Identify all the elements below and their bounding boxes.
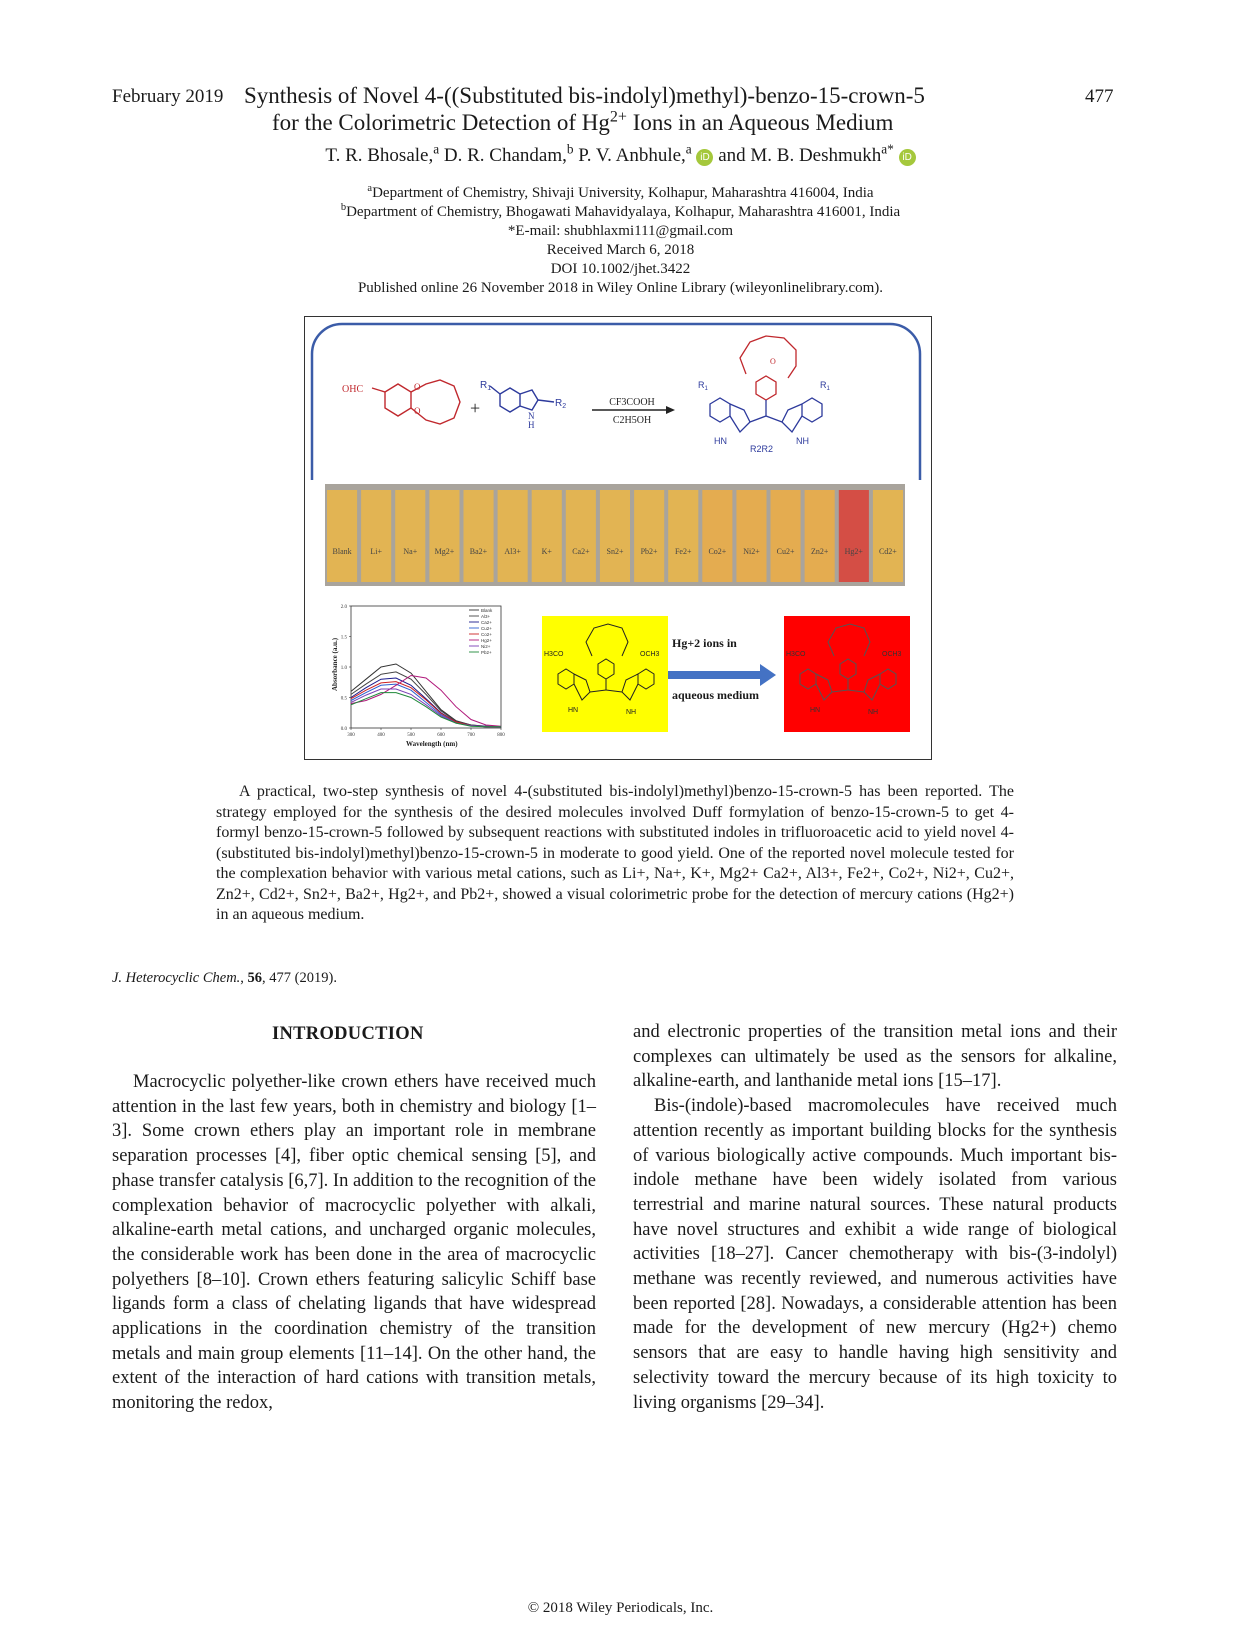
chart-lines [351, 664, 501, 727]
aldehyde-label: OHC [342, 384, 364, 395]
nh-label: NH [796, 436, 809, 446]
x-tick-label: 600 [437, 733, 445, 738]
arrow-text-line2: aqueous medium [672, 688, 760, 702]
orcid-icon[interactable]: iD [899, 149, 916, 166]
chart-legend [469, 608, 493, 655]
legend-label: Ca2+ [481, 619, 492, 625]
legend-label: Pb2+ [481, 649, 492, 655]
abstract-text: A practical, two-step synthesis of novel 4-(substituted bis-indolyl)methyl)benzo-15-crown-5 has been reported. The strategy employed for the synthesis of the desired molecules involved Duff formylation of benzo-15-crown-5 to get 4-formyl benzo-15-crown-5 followed by subsequent reactions with substituted indoles in trifluoroacetic acid to yield novel 4-(substituted bis-indolyl)methyl)benzo-15-crown-5 in moderate to good yield. One of the reported novel molecule tested for the complexation behavior with various metal cations, such as Li+, Na+, K+, Mg2+ Ca2+, Al3+, Fe2+, Co2+, Ni2+, Cu2+, Zn2+, Cd2+, Sn2+, Ba2+, Hg2+, and Pb2+, showed a visual colorimetric probe for the detection of mercury cations (Hg2+) in an aqueous medium. [216, 783, 1014, 923]
vial [566, 490, 596, 582]
probe-nh-label: NH [626, 709, 637, 716]
doi[interactable]: DOI 10.1002/jhet.3422 [550, 261, 691, 277]
vial-label: Co2+ [708, 547, 727, 556]
affiliation-text: Department of Chemistry, Shivaji University, Kolhapur, Maharashtra 416004, India [372, 185, 874, 201]
legend-label: Blank [481, 607, 493, 613]
r1-label: $R_1$ [480, 380, 492, 392]
author-affil-sup: a [685, 141, 692, 157]
affiliation-sup: b [340, 202, 347, 213]
citation: J. Heterocyclic Chem., 56, 477 (2019). [112, 970, 337, 986]
citation-volume: 56 [247, 970, 263, 986]
vial-label: Blank [332, 547, 352, 556]
page-number: 477 [1085, 86, 1114, 107]
intro-paragraph-2: and electronic properties of the transition metal ions and their complexes can ultimately be used as the sensors for alkaline, alkaline-earth, and lanthanide metal ions [15–17]. [633, 1022, 1117, 1092]
x-tick-label: 500 [407, 733, 415, 738]
series-line-cu2 [351, 684, 501, 727]
complex-nh-label: NH [868, 709, 879, 716]
received-date: Received March 6, 2018 [546, 242, 695, 258]
title-line-2-sup: 2+ [609, 108, 627, 126]
probe-structure [542, 616, 668, 732]
author-anbhule[interactable]: P. V. Anbhule, [578, 145, 686, 166]
vial [429, 490, 459, 582]
vial-label: Al3+ [504, 547, 521, 556]
legend-label: Ni2+ [481, 643, 491, 649]
published-online: Published online 26 November 2018 in Wiley Online Library (wileyonlinelibrary.com). [357, 280, 884, 296]
affiliation-b [0, 204, 1241, 221]
citation-rest: , 477 (2019). [262, 970, 337, 986]
vial [395, 490, 425, 582]
reaction-scheme [310, 322, 922, 480]
vial-label: Ca2+ [572, 547, 590, 556]
y-tick-label: 0.5 [340, 696, 347, 702]
probe-yellow-box [542, 616, 668, 732]
intro-paragraph-1: Macrocyclic polyether-like crown ethers have received much attention in the last few years, both in chemistry and biology [1–3]. Some crown ethers play an important role in membrane separation processes [4], fiber optic chemical sensing [5], and phase transfer catalysis [6,7]. In addition to the recognition of the complexation behavior of macrocyclic polyether with alkali, alkaline-earth metal cations, and uncharged organic molecules, the considerable work has been done in the area of macrocyclic polyethers [8–10]. Crown ethers featuring salicylic Schiff base ligands form a class of chelating ligands that have widespread applications in the coordination chemistry of the transition metals and main group elements [11–14]. On the other hand, the extent of the interaction of hard cations with transition metals, monitoring the redox, [112, 1072, 596, 1414]
vial-label: Sn2+ [606, 547, 624, 556]
vial [873, 490, 903, 582]
author-bhosale[interactable]: T. R. Bhosale, [325, 145, 434, 166]
vial-label: Cd2+ [878, 547, 897, 556]
vial-label: Na+ [403, 547, 418, 556]
probe-crown [558, 624, 654, 700]
orcid-icon[interactable]: iD [696, 149, 713, 166]
reagent-top: CF3COOH [609, 397, 655, 408]
author-affil-sup: b [566, 141, 574, 157]
vials-photo [325, 484, 905, 586]
chart-x-label: Wavelength (nm) [406, 740, 458, 748]
x-tick-label: 800 [497, 733, 505, 738]
introduction-right-column [633, 1020, 1117, 1415]
indole-structure [490, 386, 554, 412]
title-line-2-text: for the Colorimetric Detection of Hg [272, 110, 610, 135]
vial [702, 490, 732, 582]
title-line-1: Synthesis of Novel 4-((Substituted bis-indolyl)methyl)-benzo-15-crown-5 [244, 83, 925, 108]
vial-label: Mg2+ [434, 547, 455, 556]
y-tick-label: 1.0 [340, 666, 347, 671]
x-tick-label: 300 [347, 733, 355, 738]
complex-structure [784, 616, 910, 732]
legend-label: Al3+ [481, 613, 491, 619]
complex-red-box [784, 616, 910, 732]
vial [634, 490, 664, 582]
indole-n-label: N [528, 411, 535, 421]
r2-label: $R_2$ [555, 398, 567, 410]
vial-label: Ba2+ [469, 547, 488, 556]
complex-left-label: H3CO [786, 651, 806, 658]
reagent-bottom: C2H5OH [612, 415, 652, 426]
affiliation-a [0, 185, 1241, 202]
hn-label: HN [714, 436, 727, 446]
chart-plot-area [351, 606, 501, 728]
vial [498, 490, 528, 582]
vial-label: Zn2+ [810, 547, 829, 556]
introduction-left-column [112, 1070, 596, 1416]
legend-label: Hg2+ [481, 637, 492, 643]
y-tick-label: 2.0 [340, 605, 347, 610]
r2r2-label: R2R2 [750, 444, 774, 454]
vial [361, 490, 391, 582]
vial [805, 490, 835, 582]
legend-label: Co2+ [481, 631, 492, 637]
vial-label: Hg2+ [844, 547, 863, 556]
oxygen-label: O [414, 406, 421, 416]
product-crown [740, 336, 796, 400]
affiliation-text: Department of Chemistry, Bhogawati Mahavidyalaya, Kolhapur, Maharashtra 416001, India [346, 204, 901, 220]
complex-crown [800, 624, 896, 700]
vials-svg [325, 484, 905, 586]
vial-label: Fe2+ [674, 547, 692, 556]
author-list [0, 141, 1241, 167]
oxygen-label: O [770, 357, 776, 366]
author-affil-sup: a* [881, 141, 894, 157]
complex-hn-label: HN [810, 707, 821, 714]
r1-label: $R_1$ [698, 380, 708, 392]
reaction-arrow-head [666, 406, 675, 414]
header-date: February 2019 [112, 86, 224, 107]
probe-left-label: H3CO [544, 651, 564, 658]
author-chandam[interactable]: D. R. Chandam, [443, 145, 567, 166]
r1-label: $R_1$ [820, 380, 830, 392]
arrow-text-line1: Hg+2 ions in [672, 636, 737, 650]
vial-label: Pb2+ [640, 547, 658, 556]
y-tick-label: 1.5 [340, 635, 347, 641]
copyright-footer: © 2018 Wiley Periodicals, Inc. [527, 1600, 714, 1616]
author-deshmukh[interactable]: and M. B. Deshmukh [718, 145, 882, 166]
absorbance-chart [329, 600, 529, 756]
blue-arrow-icon [668, 664, 776, 686]
vial-label: K+ [541, 547, 552, 556]
vial [532, 490, 562, 582]
plus-sign: + [470, 398, 481, 418]
complex-right-label: OCH3 [882, 651, 902, 658]
title-line-2 [244, 109, 1004, 136]
vial-label: Li+ [370, 547, 383, 556]
intro-paragraph-3: Bis-(indole)-based macromolecules have received much attention recently as important building blocks for the synthesis of various biologically active compounds. Much important bis-indole methane have been widely isolated from various terrestrial and marine natural sources. These natural products have novel structures and exhibit a wide range of biological activities [18–27]. Cancer chemotherapy with bis-(3-indolyl) methane was recently reviewed, and numerous activities have been reported [28]. Nowadays, a considerable attention has been made for the development of new mercury (Hg2+) chemo sensors that are easy to handle having high sensitivity and selectivity toward the mercury because of its high toxicity to living organisms [29–34]. [633, 1096, 1117, 1413]
abstract [216, 782, 1014, 926]
vial [736, 490, 766, 582]
legend-label: Cu2+ [481, 625, 492, 631]
citation-journal: J. Heterocyclic Chem. [112, 970, 241, 986]
x-tick-label: 400 [377, 733, 385, 738]
affiliation-sup: a [367, 183, 373, 194]
article-title [244, 82, 1004, 136]
title-line-2-post: Ions in an Aqueous Medium [627, 110, 894, 135]
x-tick-label: 700 [467, 733, 475, 738]
oxygen-label: O [414, 382, 421, 392]
chart-y-label: Absorbance (a.u.) [331, 637, 339, 691]
vial [600, 490, 630, 582]
vial [771, 490, 801, 582]
vial-label: Ni2+ [743, 547, 760, 556]
vial [839, 490, 869, 582]
vial [668, 490, 698, 582]
probe-right-label: OCH3 [640, 651, 660, 658]
author-affil-sup: a [433, 141, 440, 157]
y-tick-label: 0.0 [340, 727, 347, 732]
vial-label: Cu2+ [776, 547, 795, 556]
product-indoles [710, 398, 822, 432]
introduction-heading: INTRODUCTION [272, 1024, 424, 1044]
vial [464, 490, 494, 582]
indole-h-label: H [528, 420, 535, 430]
probe-hn-label: HN [568, 707, 579, 714]
email[interactable]: *E-mail: shubhlaxmi111@gmail.com [507, 223, 734, 239]
vial [327, 490, 357, 582]
